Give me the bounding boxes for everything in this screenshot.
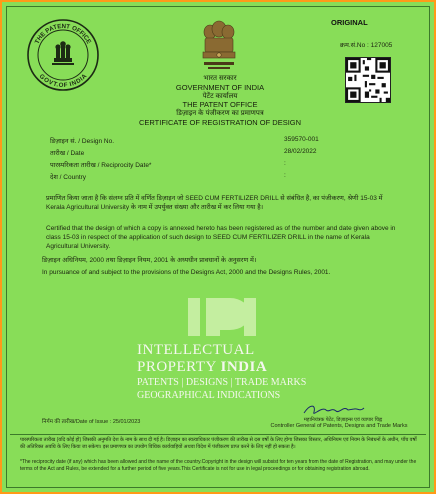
signatory-title: Controller General of Patents, Designs and Trade Marks (270, 423, 408, 429)
office-title: THE PATENT OFFICE (182, 100, 258, 109)
signature-icon (302, 402, 366, 418)
field-value-date: 28/02/2022 (284, 148, 317, 155)
original-label: ORIGINAL (331, 18, 368, 27)
hindi-act-line: डिज़ाइन अधिनियम, 2000 तथा डिज़ाइन नियम, 2001 के अध्यधीन प्रावधानों के अनुसरण में। (42, 257, 257, 264)
field-label-reciprocity-date: पारस्परिकता तारीख / Reciprocity Date* (50, 162, 152, 169)
field-label-country: देश / Country (50, 174, 87, 181)
field-value-reciprocity-date: : (284, 160, 286, 167)
field-label-design-no: डिज़ाइन सं. / Design No. (50, 138, 115, 145)
hindi-signatory-title: महानियंत्रक पेटेंट, डिज़ाइन्स एवं व्यापार चिह्न (303, 417, 383, 423)
hindi-certification-paragraph: प्रमाणित किया जाता है कि संलग्न प्रति में वर्णित डिज़ाइन जो SEED CUM FERTILIZER DRILL से संबंधित है, का पंजीकरण, श्रेणी 15-03 में Kerala Agricultural University के नाम में उपर्युक्त संख्या और तारीख में कर लिया गया है। (46, 195, 383, 211)
government-title: GOVERNMENT OF INDIA (175, 83, 265, 92)
watermark-line-1: INTELLECTUAL (137, 342, 255, 358)
svg-text:GOVT.OF INDIA (38, 72, 89, 89)
watermark-india: INDIA (220, 359, 268, 375)
qr-code-icon (345, 57, 391, 103)
watermark-line-3: PATENTS | DESIGNS | TRADE MARKS (137, 377, 307, 388)
ip-india-logo-icon (132, 294, 312, 338)
date-of-issue: निर्गम की तारीख/Date of Issue : 25/01/2023 (42, 419, 141, 425)
english-certification-paragraph: Certified that the design of which a copy is annexed hereto has been registered as of the number and date given above in class 15-03 in respect of the application of such design to SEED CUM FERTILIZER DRILL in the name of Kerala Agricultural University. (46, 225, 396, 250)
hindi-government: भारत सरकार (203, 75, 237, 82)
english-footnote: *The reciprocity date (if any) which has been allowed and the name of the country.Copyright in the design will subsist for ten years from the date of Registration, and may under the terms of the Act and Rules, be extended for a further period of five years.This Certificate is not for use in legal proceedings or for obtaining registration abroad. (20, 459, 417, 472)
field-value-design-no: 359570-001 (284, 136, 319, 143)
watermark-property: PROPERTY (137, 359, 221, 375)
field-value-country: : (284, 172, 286, 179)
serial-number: क्रम.सं.No : 127005 (340, 42, 393, 49)
national-emblem-icon (198, 18, 240, 72)
seal-top-text: THE PATENT OFFICE (33, 22, 93, 46)
patent-office-seal-icon (26, 18, 100, 92)
hindi-office: पेटेंट कार्यालय (202, 93, 238, 100)
field-label-date: तारीख / Date (50, 150, 85, 157)
watermark-line-2 (137, 359, 267, 376)
certificate-title: CERTIFICATE OF REGISTRATION OF DESIGN (138, 118, 302, 127)
english-act-line: In pursuance of and subject to the provisions of the Designs Act, 2000 and the Designs Rules, 2001. (42, 269, 331, 276)
seal-bottom-text: GOVT.OF INDIA (37, 72, 89, 90)
hindi-footnote: पारस्परिकता तारीख (यदि कोई हो) जिसकी अनुमति देश के नाम के साथ दी गई है। डिज़ाइन का स्वत्वाधिकार पंजीकरण की तारीख से दस वर्षों के लिए होगा जिसका विस्तार, अधिनियम एवं नियम के निबंधनों के अधीन, पाँच वर्षों की अतिरिक्त अवधि के लिए किया जा सकेगा। इस प्रमाणपत्र का उपयोग विधिक कार्यवाहियों अथवा विदेश में पंजीकरण प्राप्त करने के लिए नहीं हो सकता है। (20, 437, 417, 450)
footer-divider (10, 434, 426, 435)
watermark-line-4: GEOGRAPHICAL INDICATIONS (137, 390, 281, 401)
hindi-certificate-title: डिज़ाइन के पंजीकरण का प्रमाणपत्र (176, 110, 264, 117)
